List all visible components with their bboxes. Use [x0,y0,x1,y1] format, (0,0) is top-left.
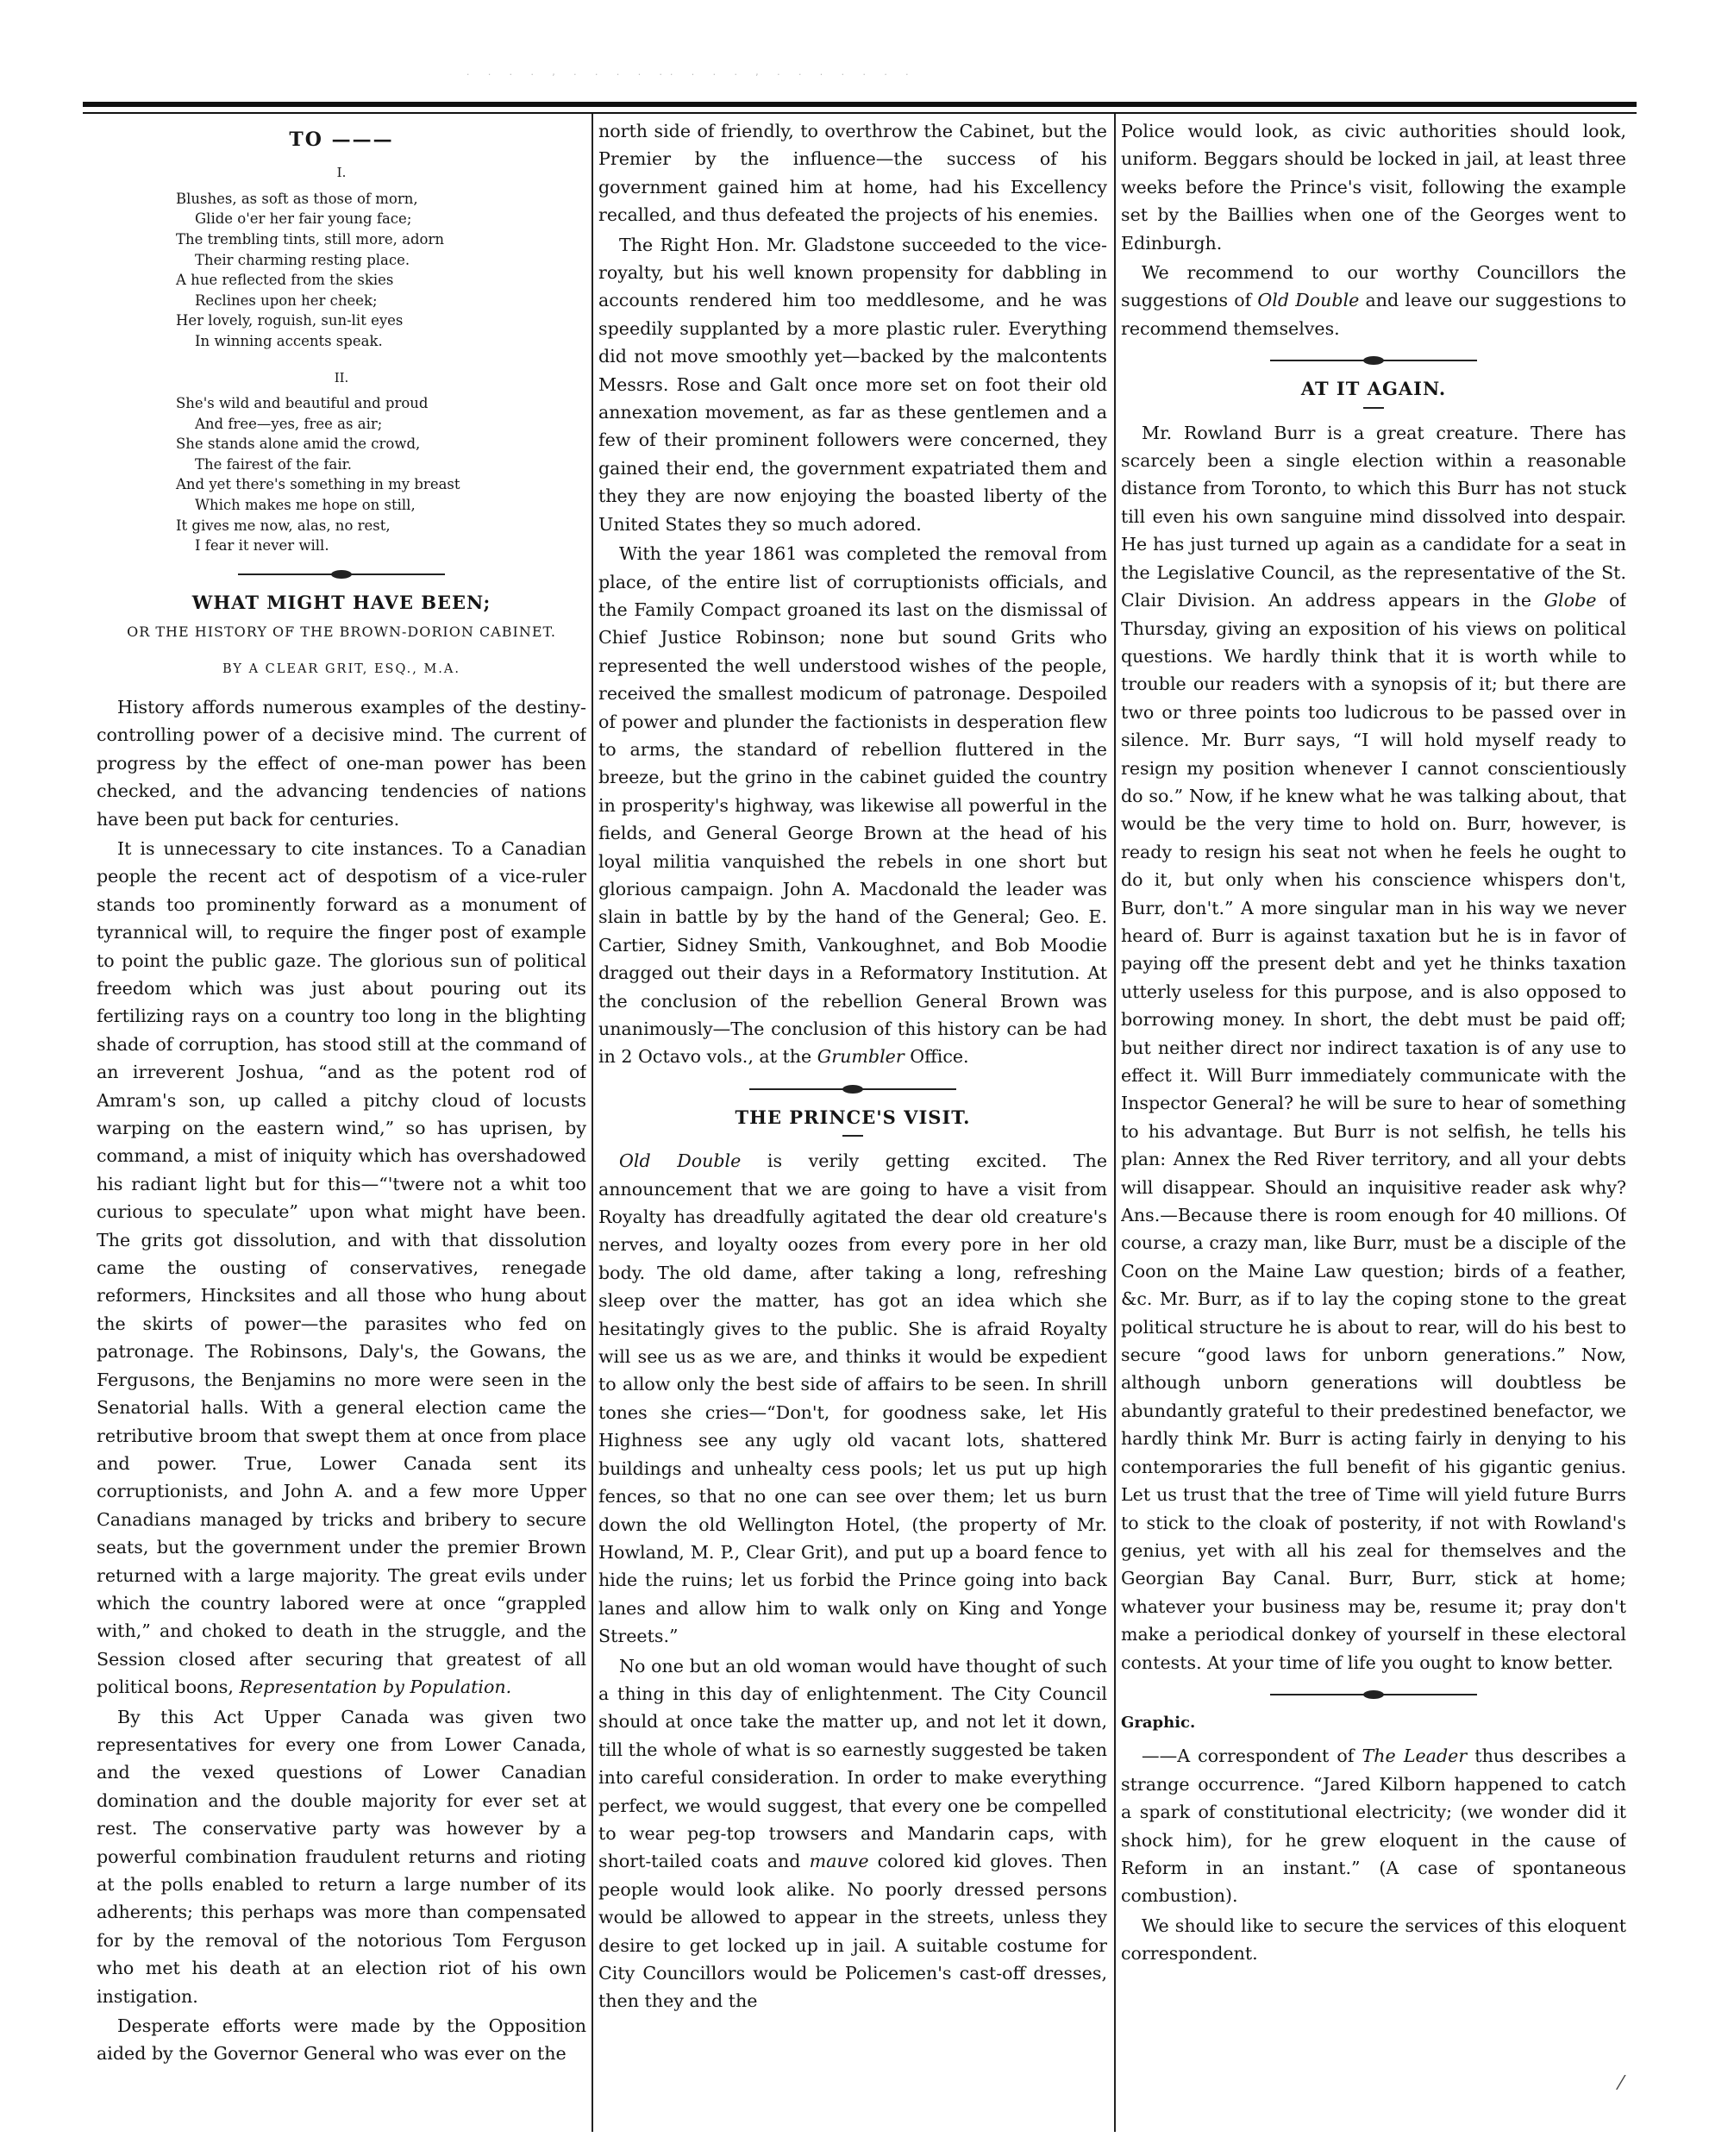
emphasis-text: Old Double [1257,290,1360,311]
paragraph-text: No one but an old woman would have thought of such a thing in this day of enlightenment. The City Council should at once take the matter up, and not let it down, till the whole of what is so earnestly suggested be taken into careful consideration. In order to make everything perfect, we would suggest, that every one be compelled to wear peg-top trowsers and Mandarin caps, with short-tailed coats and [598,1655,1107,1872]
paragraph-text: With the year 1861 was completed the removal from place, of the entire list of corruptionists officials, and the Family Compact groaned its last on the dismissal of Chief Justice Robinson; none but sound Grits who represented the well understood wishes of the people, received the smallest modicum of patronage. Despoiled of power and plunder the factionists in desperation flew to arms, the standard of rebellion fluttered in the breeze, but the grino in the cabinet guided the country in prosperity's highway, was likewise all powerful in the fields, and General George Brown at the head of his loyal militia vanquished the rebels in one short but glorious campaign. John A. Macdonald the leader was slain in battle by by the hand of the General; Geo. E. Cartier, Sidney Smith, Vankoughnet, and Bob Moodie dragged out their days in a Reformatory Institution. At the conclusion of the rebellion General Brown was unanimously—The conclusion of this history can be had in 2 Octavo vols., at the [598,543,1107,1068]
poem-line: A hue reflected from the skies [176,272,394,289]
article-paragraph [598,1147,1107,1650]
paragraph-text: We recommend to our worthy Councillors the suggestions of [1121,262,1626,311]
paragraph-text: and leave our suggestions to recommend themselves. [1121,290,1626,339]
article-paragraph [598,1652,1107,2015]
section-subhead: Graphic. [1121,1713,1196,1732]
poem-line: And free—yes, free as air; [195,415,383,432]
article-title: AT IT AGAIN. [1300,378,1447,400]
top-rule-thick [83,102,1637,107]
poem-line: Their charming resting place. [195,251,410,268]
emphasis-text: mauve [809,1851,869,1872]
column-divider-1 [592,114,593,2132]
paragraph-text: Office. [910,1046,969,1068]
poem-line: Her lovely, roguish, sun-lit eyes [176,312,404,329]
poem-stanza-1 [97,189,586,352]
article-paragraph: Police would look, as civic authorities should look, uniform. Beggars should be locked in jail, at least three weeks before the Prince's visit, following the example set by the Baillies when one of the Georges went to Edinburgh. [1121,121,1626,254]
poem-line: She stands alone amid the crowd, [176,436,421,453]
article-paragraph: By this Act Upper Canada was given two representatives for every one from Lower Canada, and the vexed questions of Lower Canadian domination and the double majority for ever set at rest. The conservative party was however by a powerful combination fraudulent returns and rioting at the polls enabled to return a large number of its adherents; this perhaps was more than compensated for by the removal of the notorious Tom Ferguson who met his death at an election riot of his own instigation. [97,1706,586,2007]
article-paragraph: north side of friendly, to overthrow the Cabinet, but the Premier by the influence—the success of his government gained him at home, had his Excellency recalled, and thus defeated the projects of his enemies. [598,121,1107,226]
faded-header-smudge: . . . . , . . . . .. . . . , . . . . . . . [466,69,916,78]
paragraph-text: Mr. Rowland Burr is a great creature. There has scarcely been a single election within a reasonable distance from Toronto, to which this Burr has not stuck till even his own sanguine mind dissolved into despair. He has just turned up again as a candidate for a seat in the Legislative Council, as the representative of the St. Clair Division. An address appears in the [1121,422,1626,611]
poem-title: TO ——— [289,128,394,151]
margin-mark: ⁄ [1619,2073,1623,2095]
article-paragraph: The Right Hon. Mr. Gladstone succeeded to the vice-royalty, but his well known propensity for dabbling in accounts rendered him too meddlesome, and he was speedily supplanted by a more plastic ruler. Everything did not move smoothly yet—backed by the malcontents Messrs. Rose and Galt once more set on foot their old annexation movement, as far as these gentlemen and a few of their prominent followers were concerned, they gained their end, the government expatriated them and they they are now enjoying the boasted liberty of the United States they so much adored. [598,234,1107,535]
paragraph-text: is verily getting excited. The announcement that we are going to have a visit from Royalty has dreadfully agitated the dear old creature's nerves, and loyalty oozes from every pore in her old body. The old dame, after taking a long, refreshing sleep over the matter, has got an idea which she hesitatingly gives to the public. She is afraid Royalty will see us as we are, and thinks it would be expedient to allow only the best side of affairs to be seen. In shrill tones she cries—“Don't, for goodness sake, let His Highness see any ugly old vacant lots, shattered buildings and unhealty cess pools; let us put up high fences, so that no one can see over them; let us burn down the old Wellington Hotel, (the property of Mr. Howland, M. P., Clear Grit), and put up a board fence to hide the ruins; let us forbid the Prince going into back lanes and allow him to walk only on King and Yonge Streets.” [598,1150,1107,1647]
poem-line: Glide o'er her fair young face; [195,210,412,228]
poem-line: Reclines upon her cheek; [195,291,378,309]
paragraph-text: ——A correspondent of [1142,1745,1355,1767]
top-rule-thin [83,112,1637,114]
article-paragraph: History affords numerous examples of the destiny-controlling power of a decisive mind. The current of progress by the effect of one-man power has been checked, and the advancing tendencies of nations have been put back for centuries. [97,696,586,830]
column-3 [1121,117,1626,2144]
article-title: WHAT MIGHT HAVE BEEN; [191,591,491,613]
poem-line: She's wild and beautiful and proud [176,394,429,411]
poem-line: In winning accents speak. [195,332,383,349]
stanza-number: II. [334,369,349,385]
paragraph-text: of Thursday, giving an exposition of his views on political questions. We hardly think that it is worth while to trouble our readers with a synopsis of it; but there are two or three points too ludicrous to be passed over in silence. Mr. Burr says, “I will hold myself ready to resign my position whenever I cannot conscientiously do so.” Now, if he knew what he was talking about, that would be the very time to hold on. Burr, however, is ready to resign his seat not when he feels he ought to do it, but only when his conscience whispers don't, Burr, don't.” A more singular man in his way we never heard of. Burr is against taxation but he is in favor of paying off the present debt and yet he thinks taxation utterly useless for this purpose, and is also opposed to borrowing money. In short, the debt must be paid off; but neither direct nor indirect taxation is of any use to effect it. Will Burr immediately communicate with the Inspector General? he will be sure to hear of something to his advantage. But Burr is not selfish, he tells his plan: Annex the Red River territory, and all your debts will disappear. Should an inquisitive reader ask why? Ans.—Because there is room enough for 40 millions. Of course, a crazy man, like Burr, must be a disciple of the Coon on the Maine Law question; birds of a feather, &c. Mr. Burr, as if to lay the coping stone to the great political structure he is about to rear, will do his best to secure “good laws for unborn generations.” Now, although unborn generations will doubtless be abundantly grateful to their predestined benefactor, we hardly think Mr. Burr is acting fairly in denying to his contemporaries the full benefit of his gigantic genius. Let us trust that the tree of Time will yield future Burrs to stick to the cloak of posterity, if not with Rowland's genius, yet with all his zeal for themselves and the Georgian Bay Canal. Burr, Burr, stick at home; whatever your business may be, resume it; pray don't make a periodical donkey of yourself in these electoral contests. At your time of life you ought to know better. [1121,590,1626,1673]
poem-line: Which makes me hope on still, [195,496,416,513]
poem-line: And yet there's something in my breast [176,476,460,493]
paragraph-text: thus describes a strange occurrence. “Jared Kilborn happened to catch a spark of constitutional electricity; (we wonder did it shock him), for he grew eloquent in the cause of Reform in an instant.” (A case of spontaneous combustion). [1121,1745,1626,1907]
paragraph-text: colored kid gloves. Then people would look alike. No poorly dressed persons would be allowed to appear in the streets, unless they desire to get locked up in jail. A suitable costume for City Councillors would be Policemen's cast-off dresses, then they and the [598,1851,1107,2012]
article-paragraph: Desperate efforts were made by the Opposition aided by the Governor General who was ever on the [97,2015,586,2065]
paragraph-text: It is unnecessary to cite instances. To a Canadian people the recent act of despotism of a vice-ruler stands too prominently forward as a monument of tyrannical will, to require the finger post of example to point the public gaze. The glorious sun of political freedom which was just about pouring out its fertilizing rays on a country too long in the blighting shade of corruption, has stood still at the command of an irreverent Joshua, “and as the potent rod of Amram's son, up called a pitchy cloud of locusts warping on the eastern wind,” so has uprisen, by command, a mist of iniquity which has overshadowed his radiant light but for this—“'twere not a whit too curious to speculate” upon what might have been. The grits got dissolution, and with that dissolution came the ousting of conservatives, renegade reformers, Hincksites and all those who hung about the skirts of power—the parasites who fed on patronage. The Robinsons, Daly's, the Gowans, the Fergusons, the Benjamins no more were seen in the Senatorial halls. With a general election came the retributive broom that swept them at once from place and power. True, Lower Canada sent its corruptionists, and John A. and a few more Upper Canadians managed by tricks and bribery to secure seats, but the government under the premier Brown returned with a large majority. The great evils under which the country labored were at once “grappled with,” and choked to death in the struggle, and the Session closed after securing that greatest of all political boons, [97,837,586,1698]
poem-line: The fairest of the fair. [195,455,352,473]
column-1 [97,117,586,2144]
column-2 [598,117,1107,2144]
title-dash [842,1135,863,1137]
stanza-number: I. [336,165,347,181]
section-ornament [1270,1692,1477,1697]
emphasis-text: Old Double [619,1150,742,1172]
article-paragraph [97,835,586,1702]
article-paragraph [598,540,1107,1071]
poem-line: It gives me now, alas, no rest, [176,517,391,534]
title-dash [1363,407,1384,409]
section-ornament [238,572,445,577]
section-ornament [749,1087,956,1092]
poem-line: The trembling tints, still more, adorn [176,231,444,248]
emphasis-text: Representation by Population. [239,1677,512,1698]
article-subtitle: OR THE HISTORY OF THE BROWN-DORION CABINET. [127,624,556,641]
article-byline: BY A CLEAR GRIT, ESQ., M.A. [222,661,460,676]
emphasis-text: The Leader [1362,1745,1468,1767]
column-divider-2 [1114,114,1116,2132]
article-paragraph [1121,419,1626,1677]
article-paragraph: We should like to secure the services of this eloquent correspondent. [1121,1915,1626,1965]
article-paragraph [1121,1742,1626,1909]
poem-stanza-2 [97,393,586,556]
article-paragraph [1121,259,1626,342]
emphasis-text: Grumbler [817,1046,905,1068]
emphasis-text: Globe [1543,590,1597,611]
article-title: THE PRINCE'S VISIT. [735,1106,971,1128]
poem-line: I fear it never will. [195,537,329,555]
poem-line: Blushes, as soft as those of morn, [176,190,418,207]
section-ornament [1270,358,1477,363]
